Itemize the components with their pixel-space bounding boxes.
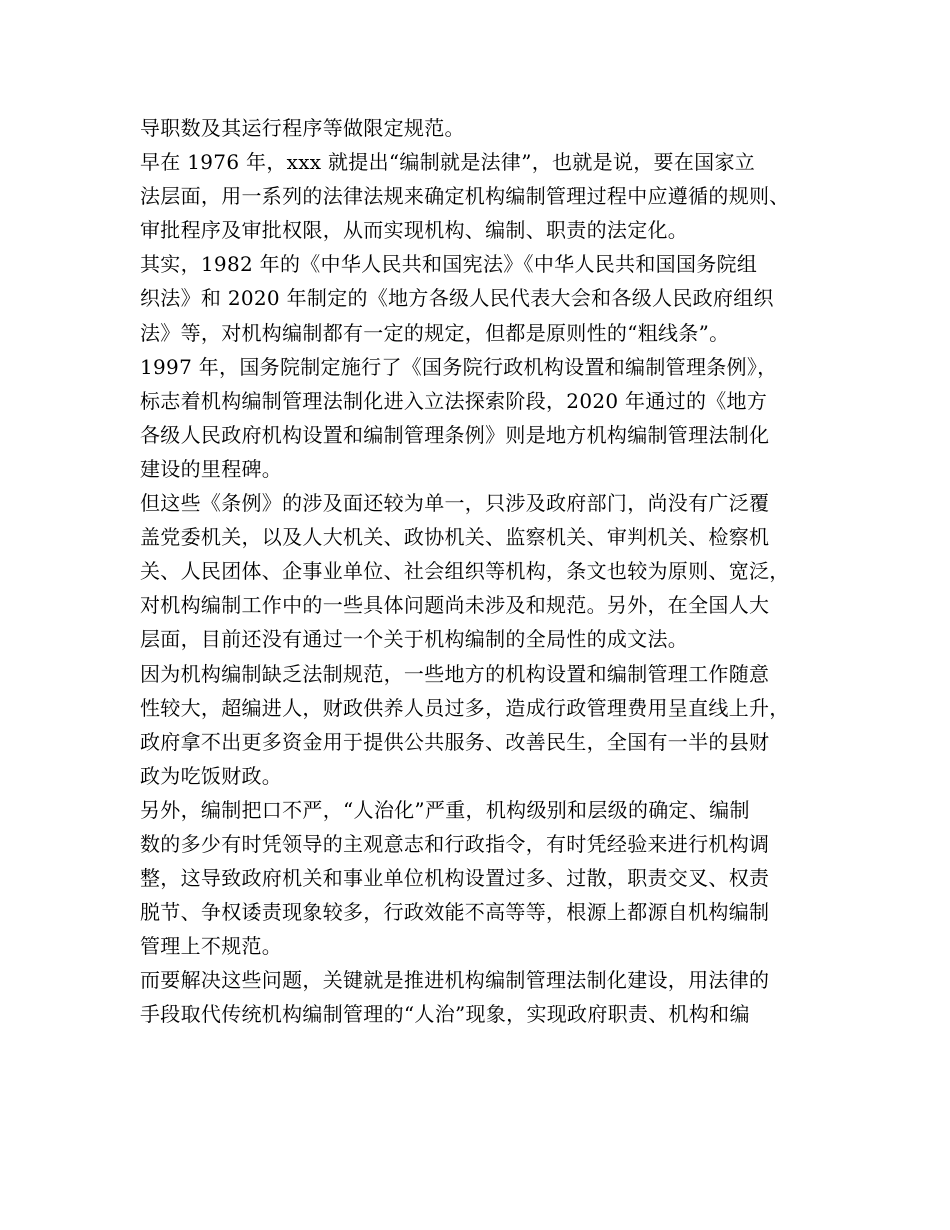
text-line: 政府拿不出更多资金用于提供公共服务、改善民生，全国有一半的县财 (140, 729, 770, 754)
text-line: 但这些《条例》的涉及面还较为单一，只涉及政府部门，尚没有广泛覆 (140, 491, 770, 516)
text-line: 审批程序及审批权限，从而实现机构、编制、职责的法定化。 (140, 218, 689, 243)
body-text (140, 111, 830, 1032)
text-line: 关、人民团体、企事业单位、社会组织等机构，条文也较为原则、宽泛， (140, 559, 790, 584)
text-line: 对机构编制工作中的一些具体问题尚未涉及和规范。另外，在全国人大 (140, 593, 770, 618)
text-line: 法》等，对机构编制都有一定的规定，但都是原则性的“粗线条”。 (140, 320, 730, 345)
text-line: 数的多少有时凭领导的主观意志和行政指令，有时凭经验来进行机构调 (140, 831, 770, 856)
text-line: 其实，1982 年的《中华人民共和国宪法》《中华人民共和国国务院组 (140, 252, 758, 277)
text-line: 性较大，超编进人，财政供养人员过多，造成行政管理费用呈直线上升， (140, 695, 790, 720)
text-line: 另外，编制把口不严，“人治化”严重，机构级别和层级的确定、编制 (140, 797, 750, 822)
text-line: 政为吃饭财政。 (140, 763, 283, 788)
text-line: 导职数及其运行程序等做限定规范。 (140, 116, 465, 140)
text-line: 手段取代传统机构编制管理的“人治”现象，实现政府职责、机构和编 (140, 1002, 750, 1027)
text-line: 建设的里程碑。 (140, 456, 283, 481)
text-line: 而要解决这些问题，关键就是推进机构编制管理法制化建设，用法律的 (140, 968, 770, 993)
text-line: 法层面，用一系列的法律法规来确定机构编制管理过程中应遵循的规则、 (140, 184, 790, 209)
text-line: 整，这导致政府机关和事业单位机构设置过多、过散，职责交叉、权责 (140, 866, 770, 891)
text-line: 早在 1976 年，xxx 就提出“编制就是法律”，也就是说，要在国家立 (140, 150, 756, 175)
text-line: 1997 年，国务院制定施行了《国务院行政机构设置和编制管理条例》， (140, 354, 778, 379)
text-line: 标志着机构编制管理法制化进入立法探索阶段，2020 年通过的《地方 (140, 388, 768, 413)
text-line: 层面，目前还没有通过一个关于机构编制的全局性的成文法。 (140, 627, 689, 652)
text-line: 织法》和 2020 年制定的《地方各级人民代表大会和各级人民政府组织 (140, 286, 774, 311)
text-line: 因为机构编制缺乏法制规范，一些地方的机构设置和编制管理工作随意 (140, 661, 770, 686)
text-line: 各级人民政府机构设置和编制管理条例》则是地方机构编制管理法制化 (140, 422, 770, 447)
text-line: 脱节、争权诿责现象较多，行政效能不高等等，根源上都源自机构编制 (140, 900, 770, 925)
text-line: 管理上不规范。 (140, 934, 283, 959)
text-line: 盖党委机关，以及人大机关、政协机关、监察机关、审判机关、检察机 (140, 525, 770, 550)
